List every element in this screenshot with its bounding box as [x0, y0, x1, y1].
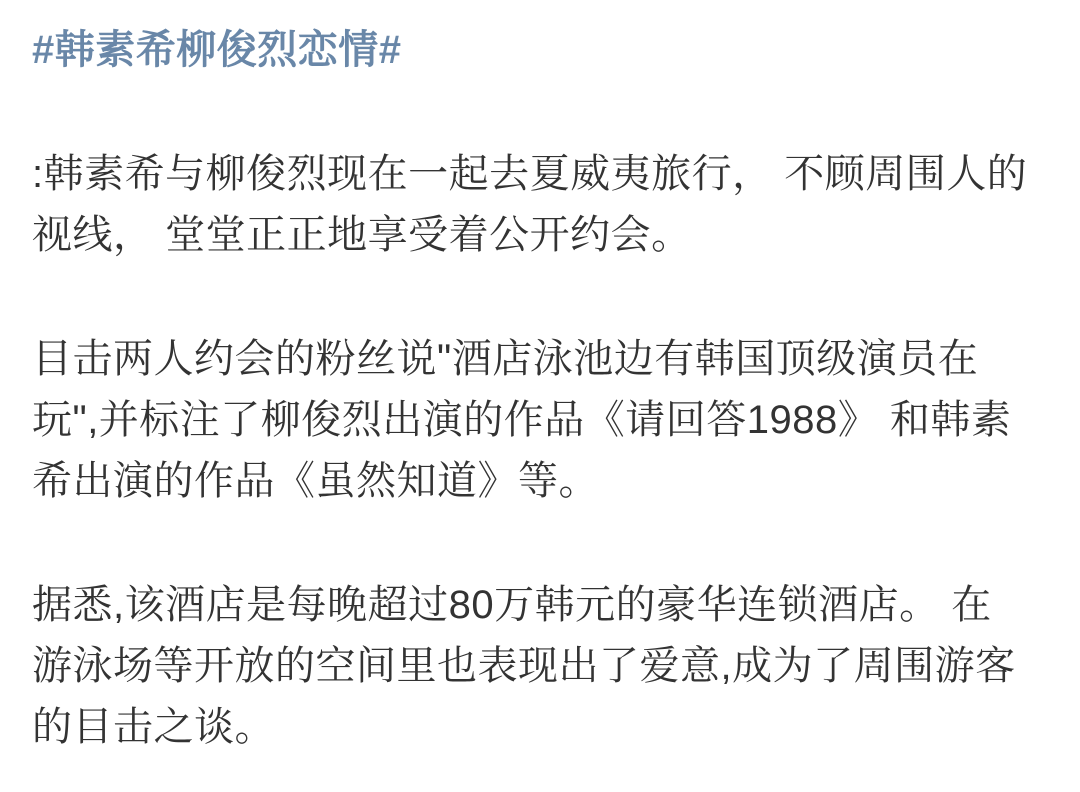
paragraph-line: 视线， 堂堂正正地享受着公开约会。	[32, 213, 692, 257]
article-paragraph	[32, 329, 1060, 512]
article-paragraph	[32, 144, 1060, 266]
paragraph-line: 据悉,该酒店是每晚超过80万韩元的豪华连锁酒店。 在	[32, 583, 992, 627]
paragraph-line: :韩素希与柳俊烈现在一起去夏威夷旅行， 不顾周围人的	[32, 152, 1028, 196]
paragraph-line: 玩",并标注了柳俊烈出演的作品《请回答1988》 和韩素	[32, 398, 1012, 442]
paragraph-line: 的目击之谈。	[32, 705, 275, 749]
paragraph-line: 希出演的作品《虽然知道》等。	[32, 459, 599, 503]
hashtag-topic[interactable]: #韩素希柳俊烈恋情#	[32, 28, 402, 72]
paragraph-line: 游泳场等开放的空间里也表现出了爱意,成为了周围游客	[32, 644, 1016, 688]
article-paragraph	[32, 575, 1060, 758]
paragraph-line: 目击两人约会的粉丝说"酒店泳池边有韩国顶级演员在	[32, 337, 979, 381]
